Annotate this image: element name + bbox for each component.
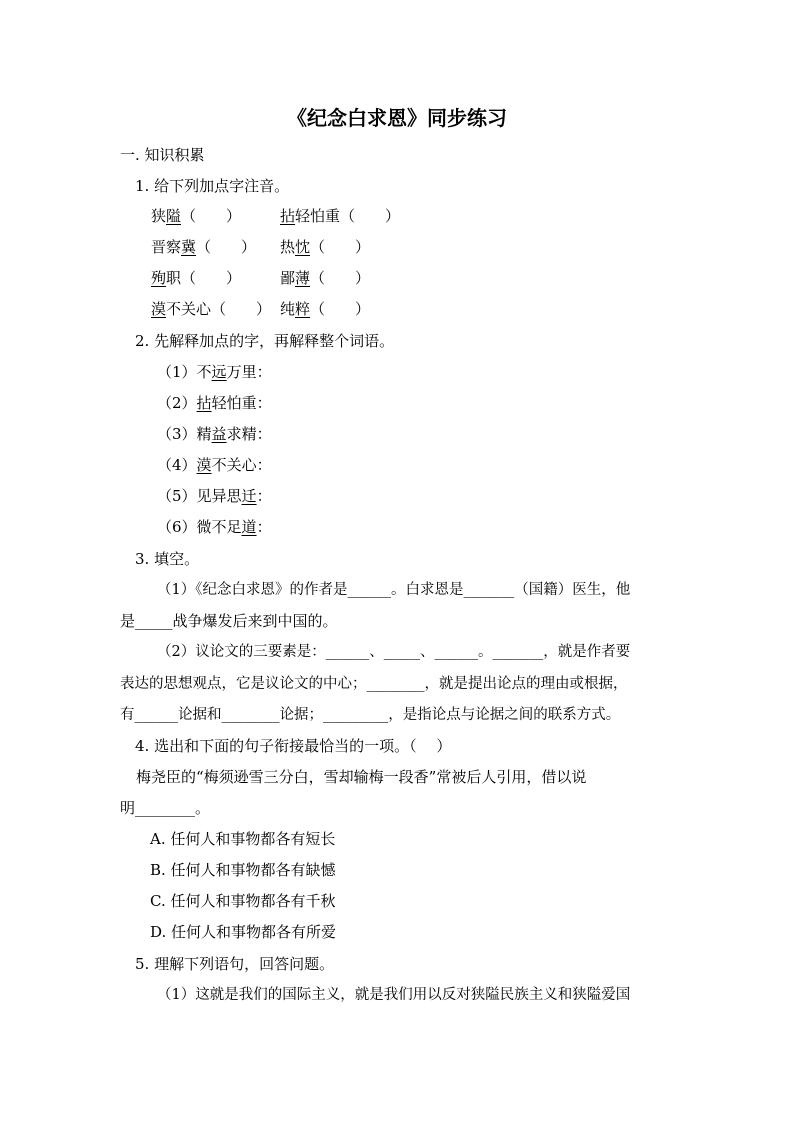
question-1-prompt: 1. 给下列加点字注音。 <box>135 177 290 195</box>
section-heading: 一. 知识积累 <box>120 146 205 164</box>
question-4-stem: 梅尧臣的“梅须逊雪三分白，雪却输梅一段香”常被后人引用，借以说 <box>136 768 587 786</box>
question-3-prompt: 3. 填空。 <box>135 550 200 568</box>
explain-item: （4）漠不关心： <box>157 456 272 474</box>
explain-item: （1）不远万里： <box>157 363 272 381</box>
choice-option-b: B. 任何人和事物都各有缺憾 <box>150 861 336 879</box>
pinyin-item: 鄙薄（ ） <box>280 269 371 287</box>
fill-blank-line: 表达的思想观点，它是议论文的中心；________，就是提出论点的理由或根据， <box>120 676 628 692</box>
question-5-prompt: 5. 理解下列语句，回答问题。 <box>135 955 335 973</box>
choice-option-a: A. 任何人和事物都各有短长 <box>150 830 336 848</box>
fill-blank-line: （2）议论文的三要素是：______、_____、______。_______，就是作者要 <box>157 644 631 660</box>
explain-item: （2）拈轻怕重： <box>157 394 272 412</box>
choice-option-d: D. 任何人和事物都各有所爱 <box>150 923 337 941</box>
pinyin-item: 殉职（ ） <box>151 269 242 287</box>
fill-blank-line: （1）《纪念白求恩》的作者是______。白求恩是_______（国籍）医生，他 <box>157 582 631 598</box>
explain-item: （6）微不足道： <box>157 518 272 536</box>
fill-blank-line: 是_____战争爆发后来到中国的。 <box>120 612 338 630</box>
explain-item: （5）见异思迁： <box>157 487 272 505</box>
question-2-prompt: 2. 先解释加点的字，再解释整个词语。 <box>135 332 395 350</box>
explain-item: （3）精益求精： <box>157 425 272 443</box>
page-title: 《纪念白求恩》同步练习 <box>287 106 507 130</box>
question-4-prompt: 4. 选出和下面的句子衔接最恰当的一项。（ ） <box>135 737 452 755</box>
pinyin-item: 漠不关心（ ） <box>151 300 272 318</box>
pinyin-item: 晋察冀（ ） <box>151 238 257 256</box>
fill-blank-line: 有______论据和________论据；_________，是指论点与论据之间的联系方式。 <box>120 707 621 723</box>
pinyin-item: 热忱（ ） <box>280 238 371 256</box>
choice-option-c: C. 任何人和事物都各有千秋 <box>150 892 336 910</box>
question-4-stem: 明________。 <box>120 799 211 817</box>
pinyin-item: 狭隘（ ） <box>151 207 242 225</box>
pinyin-item: 纯粹（ ） <box>280 300 371 318</box>
question-5-item: （1）这就是我们的国际主义，就是我们用以反对狭隘民族主义和狭隘爱国 <box>157 987 631 1003</box>
pinyin-item: 拈轻怕重（ ） <box>280 207 401 225</box>
